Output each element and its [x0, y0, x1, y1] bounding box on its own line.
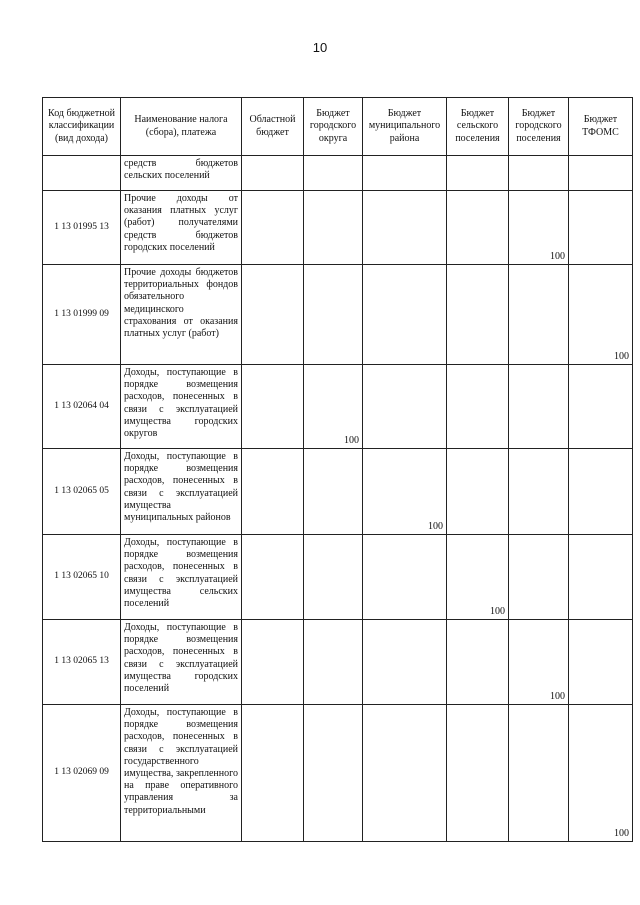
- row-name: Доходы, поступающие в порядке возмещения расходов, понесенных в связи с эксплуатацией имущества муниципальных районов: [121, 449, 242, 535]
- row-value: [509, 156, 569, 191]
- row-value: [569, 535, 633, 620]
- table-row: [43, 449, 633, 535]
- row-value: 100: [447, 535, 509, 620]
- row-value: 100: [304, 365, 363, 449]
- row-value: [304, 705, 363, 842]
- header-name: Наименование налога (сбора), платежа: [121, 98, 242, 156]
- row-value: [509, 449, 569, 535]
- row-value: [242, 265, 304, 365]
- row-value: [363, 365, 447, 449]
- row-value: [363, 620, 447, 705]
- row-code: 1 13 02069 09: [43, 705, 121, 842]
- row-value: 100: [509, 191, 569, 265]
- row-code: 1 13 02065 10: [43, 535, 121, 620]
- row-value: [447, 156, 509, 191]
- row-name: Доходы, поступающие в порядке возмещения расходов, понесенных в связи с эксплуатацией государственного имущества, закрепленного на праве оперативного управления за территориальными: [121, 705, 242, 842]
- row-value: [242, 620, 304, 705]
- row-value: [304, 156, 363, 191]
- row-value: [242, 449, 304, 535]
- row-name: Доходы, поступающие в порядке возмещения расходов, понесенных в связи с эксплуатацией имущества сельских поселений: [121, 535, 242, 620]
- header-regional-budget: Областной бюджет: [242, 98, 304, 156]
- header-code: Код бюджетной классификации (вид дохода): [43, 98, 121, 156]
- row-value: [509, 535, 569, 620]
- row-value: [304, 191, 363, 265]
- row-value: [242, 191, 304, 265]
- row-code: 1 13 02064 04: [43, 365, 121, 449]
- table-row: [43, 265, 633, 365]
- row-value: [363, 705, 447, 842]
- row-value: [304, 449, 363, 535]
- table-row: [43, 620, 633, 705]
- row-value: [304, 535, 363, 620]
- row-value: 100: [509, 620, 569, 705]
- table-row: [43, 156, 633, 191]
- row-value: [569, 191, 633, 265]
- row-code: [43, 156, 121, 191]
- row-value: [569, 365, 633, 449]
- row-code: 1 13 02065 05: [43, 449, 121, 535]
- row-value: [447, 620, 509, 705]
- row-value: [242, 365, 304, 449]
- budget-classification-table: [42, 97, 633, 842]
- row-value: [304, 265, 363, 365]
- row-value: [242, 535, 304, 620]
- row-value: 100: [569, 265, 633, 365]
- row-code: 1 13 01995 13: [43, 191, 121, 265]
- header-municipal-district-budget: Бюджет муниципального района: [363, 98, 447, 156]
- row-value: [363, 265, 447, 365]
- row-value: [304, 620, 363, 705]
- row-value: [363, 191, 447, 265]
- row-name: Прочие доходы бюджетов территориальных фондов обязательного медицинского страхования от оказания платных услуг (работ): [121, 265, 242, 365]
- table-row: [43, 535, 633, 620]
- row-value: [447, 449, 509, 535]
- row-value: [509, 265, 569, 365]
- row-code: 1 13 02065 13: [43, 620, 121, 705]
- row-name: средств бюджетов сельских поселений: [121, 156, 242, 191]
- row-value: [363, 535, 447, 620]
- header-tfoms-budget: Бюджет ТФОМС: [569, 98, 633, 156]
- table-header-row: [43, 98, 633, 156]
- row-value: [509, 705, 569, 842]
- page-number: 10: [312, 40, 328, 55]
- row-name: Прочие доходы от оказания платных услуг (работ) получателями средств бюджетов городских поселений: [121, 191, 242, 265]
- row-value: [447, 191, 509, 265]
- row-value: [569, 449, 633, 535]
- row-value: [569, 620, 633, 705]
- row-value: [447, 705, 509, 842]
- table-row: [43, 365, 633, 449]
- table-row: [43, 191, 633, 265]
- header-rural-settlement-budget: Бюджет сельского поселения: [447, 98, 509, 156]
- row-value: [363, 156, 447, 191]
- row-value: [447, 365, 509, 449]
- row-name: Доходы, поступающие в порядке возмещения расходов, понесенных в связи с эксплуатацией имущества городских округов: [121, 365, 242, 449]
- row-value: 100: [569, 705, 633, 842]
- row-value: [509, 365, 569, 449]
- row-value: [242, 705, 304, 842]
- header-urban-settlement-budget: Бюджет городского поселения: [509, 98, 569, 156]
- row-value: [447, 265, 509, 365]
- row-name: Доходы, поступающие в порядке возмещения расходов, понесенных в связи с эксплуатацией имущества городских поселений: [121, 620, 242, 705]
- row-code: 1 13 01999 09: [43, 265, 121, 365]
- row-value: 100: [363, 449, 447, 535]
- table-row: [43, 705, 633, 842]
- header-city-district-budget: Бюджет городского округа: [304, 98, 363, 156]
- row-value: [569, 156, 633, 191]
- row-value: [242, 156, 304, 191]
